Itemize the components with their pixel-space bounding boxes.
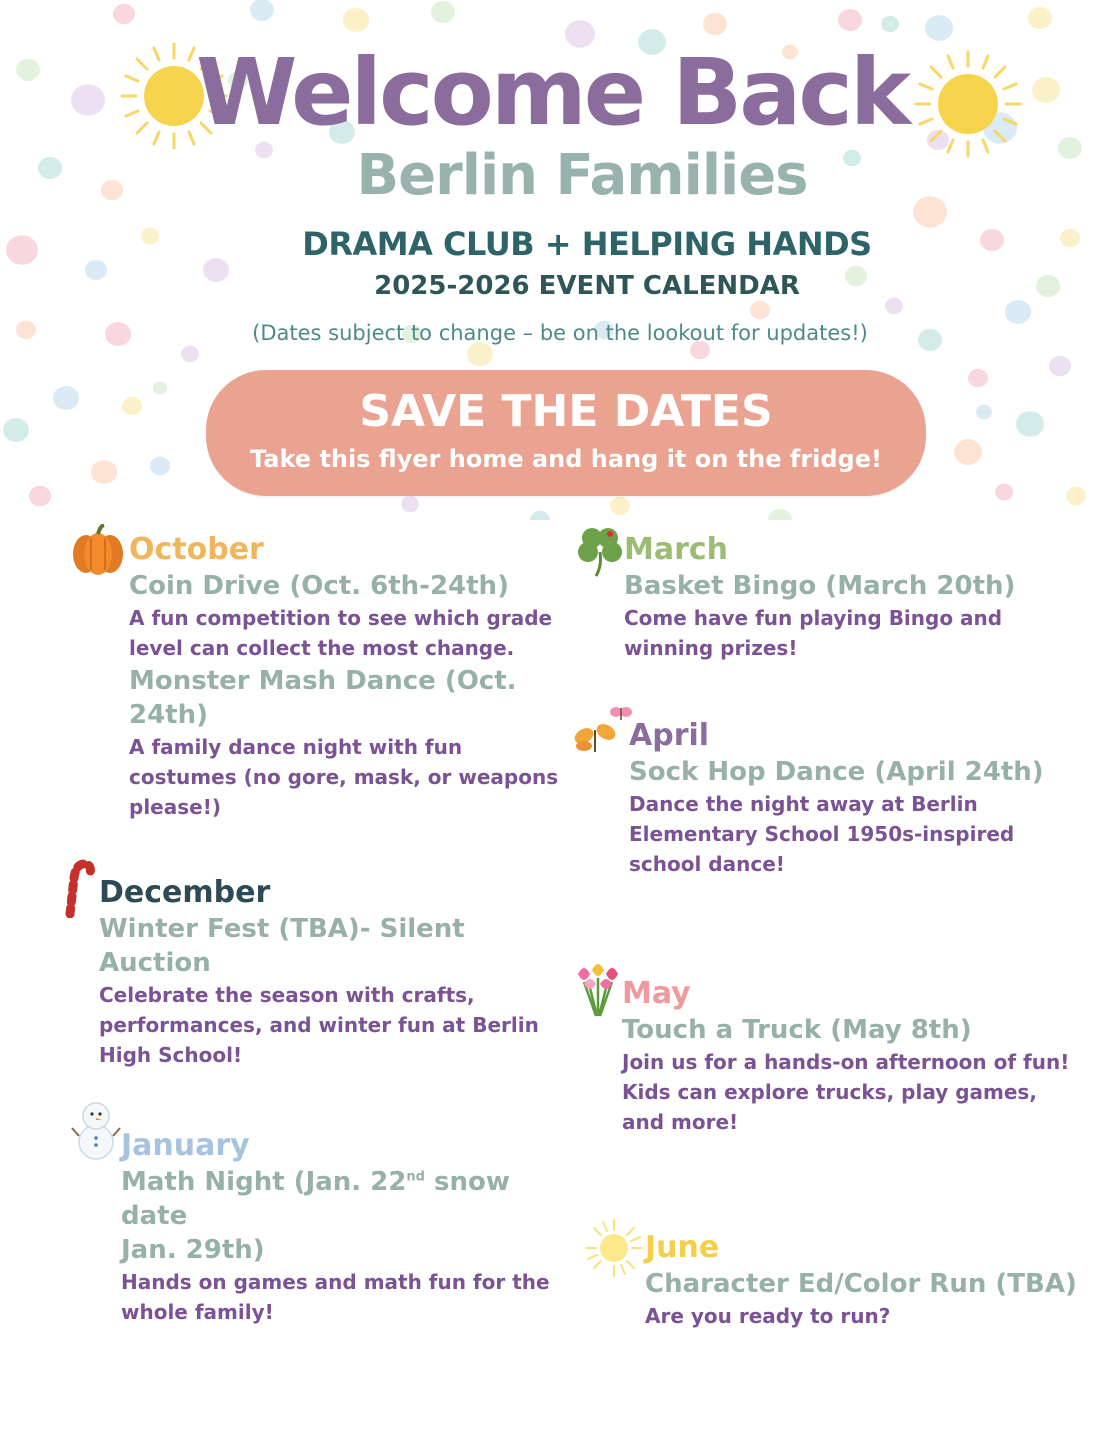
- event-desc-line: costumes (no gore, mask, or weapons: [129, 765, 559, 789]
- polka-dot: [1016, 411, 1044, 437]
- event-desc-line: whole family!: [121, 1300, 274, 1324]
- event-desc-line: High School!: [99, 1043, 243, 1067]
- polka-dot: [968, 369, 988, 387]
- event-title-part: snow date: [121, 1167, 510, 1231]
- event-desc-line: performances, and winter fun at Berlin: [99, 1013, 539, 1037]
- event-desc-line: Are you ready to run?: [645, 1304, 891, 1328]
- event-desc-line: school dance!: [629, 852, 785, 876]
- tulip-icon: [574, 958, 622, 1020]
- org-heading: DRAMA CLUB + HELPING HANDS: [302, 225, 872, 263]
- page-title: Welcome Back: [195, 39, 909, 146]
- month-april: April: [629, 718, 710, 753]
- event-desc-line: Join us for a hands-on afternoon of fun!: [622, 1050, 1070, 1074]
- event-desc-line: and more!: [622, 1110, 739, 1134]
- event-desc-line: Come have fun playing Bingo and: [624, 606, 1003, 630]
- polka-dot: [838, 9, 862, 31]
- polka-dot: [995, 484, 1013, 501]
- event-desc-line: please!): [129, 795, 221, 819]
- month-october: October: [129, 532, 264, 567]
- polka-dot: [181, 346, 199, 363]
- event-title: Basket Bingo (March 20th): [624, 571, 1016, 601]
- event-title: Touch a Truck (May 8th): [622, 1015, 972, 1045]
- pumpkin-icon: [70, 524, 126, 576]
- polka-dot: [91, 460, 117, 484]
- dates-note: (Dates subject to change – be on the lookout for updates!): [252, 321, 868, 345]
- event-desc-line: Elementary School 1950s-inspired: [629, 822, 1015, 846]
- event-title: [121, 1165, 561, 1233]
- page-subtitle: Berlin Families: [356, 143, 808, 208]
- banner-subtitle: Take this flyer home and hang it on the fridge!: [250, 445, 882, 473]
- candy-cane-icon: [60, 858, 96, 918]
- event-desc-line: winning prizes!: [624, 636, 798, 660]
- event-desc-line: Hands on games and math fun for the: [121, 1270, 550, 1294]
- polka-dot: [976, 405, 992, 420]
- event-desc-line: Celebrate the season with crafts,: [99, 983, 475, 1007]
- event-title-line2: Jan. 29th): [121, 1235, 265, 1265]
- december-section: [99, 875, 549, 1070]
- polka-dot: [122, 397, 142, 415]
- event-desc-line: A family dance night with fun: [129, 735, 463, 759]
- event-title: Coin Drive (Oct. 6th-24th): [129, 571, 509, 601]
- polka-dot: [113, 4, 135, 24]
- month-january: January: [121, 1128, 250, 1163]
- snowman-icon: [70, 1098, 122, 1162]
- october-section: [129, 532, 569, 822]
- polka-dot: [1028, 7, 1052, 29]
- event-title: Character Ed/Color Run (TBA): [645, 1269, 1077, 1299]
- calendar-heading: 2025-2026 EVENT CALENDAR: [374, 271, 800, 301]
- polka-dot: [1066, 487, 1086, 505]
- event-desc-line: A fun competition to see which grade: [129, 606, 553, 630]
- butterfly-icon: [572, 702, 634, 758]
- june-section: [645, 1230, 1085, 1331]
- january-section: [121, 1128, 561, 1327]
- polka-dot: [401, 496, 419, 513]
- polka-dot: [881, 16, 899, 33]
- event-title-part: Math Night (Jan. 22: [121, 1167, 407, 1197]
- event-desc-line: Kids can explore trucks, play games,: [622, 1080, 1037, 1104]
- may-section: [622, 976, 1092, 1137]
- polka-dot: [53, 386, 79, 410]
- event-desc-line: Dance the night away at Berlin: [629, 792, 978, 816]
- polka-dot: [768, 509, 792, 520]
- save-the-dates-banner: [206, 370, 926, 496]
- polka-dot: [29, 486, 51, 506]
- polka-dot: [431, 1, 455, 23]
- polka-dot: [3, 418, 29, 442]
- polka-dot: [954, 439, 982, 465]
- event-title: Winter Fest (TBA)- Silent Auction: [99, 914, 465, 978]
- sun-icon: [584, 1218, 644, 1278]
- april-section: [629, 718, 1089, 879]
- month-march: March: [624, 532, 729, 567]
- clover-icon: [574, 522, 626, 578]
- event-desc-line: level can collect the most change.: [129, 636, 515, 660]
- march-section: [624, 532, 1084, 663]
- event-title-superscript: nd: [406, 1169, 425, 1185]
- month-december: December: [99, 875, 271, 910]
- polka-dot: [610, 497, 630, 515]
- polka-dot: [250, 0, 274, 21]
- event-title: Sock Hop Dance (April 24th): [629, 757, 1044, 787]
- polka-dot: [153, 382, 167, 395]
- polka-dot: [703, 13, 727, 35]
- polka-dot: [1049, 356, 1071, 376]
- banner-title: SAVE THE DATES: [359, 386, 773, 437]
- polka-dot: [150, 457, 170, 475]
- month-may: May: [622, 976, 691, 1011]
- polka-dot: [343, 8, 369, 32]
- month-june: June: [645, 1230, 720, 1265]
- polka-dot: [530, 511, 550, 520]
- event-title: Monster Mash Dance (Oct. 24th): [129, 666, 517, 730]
